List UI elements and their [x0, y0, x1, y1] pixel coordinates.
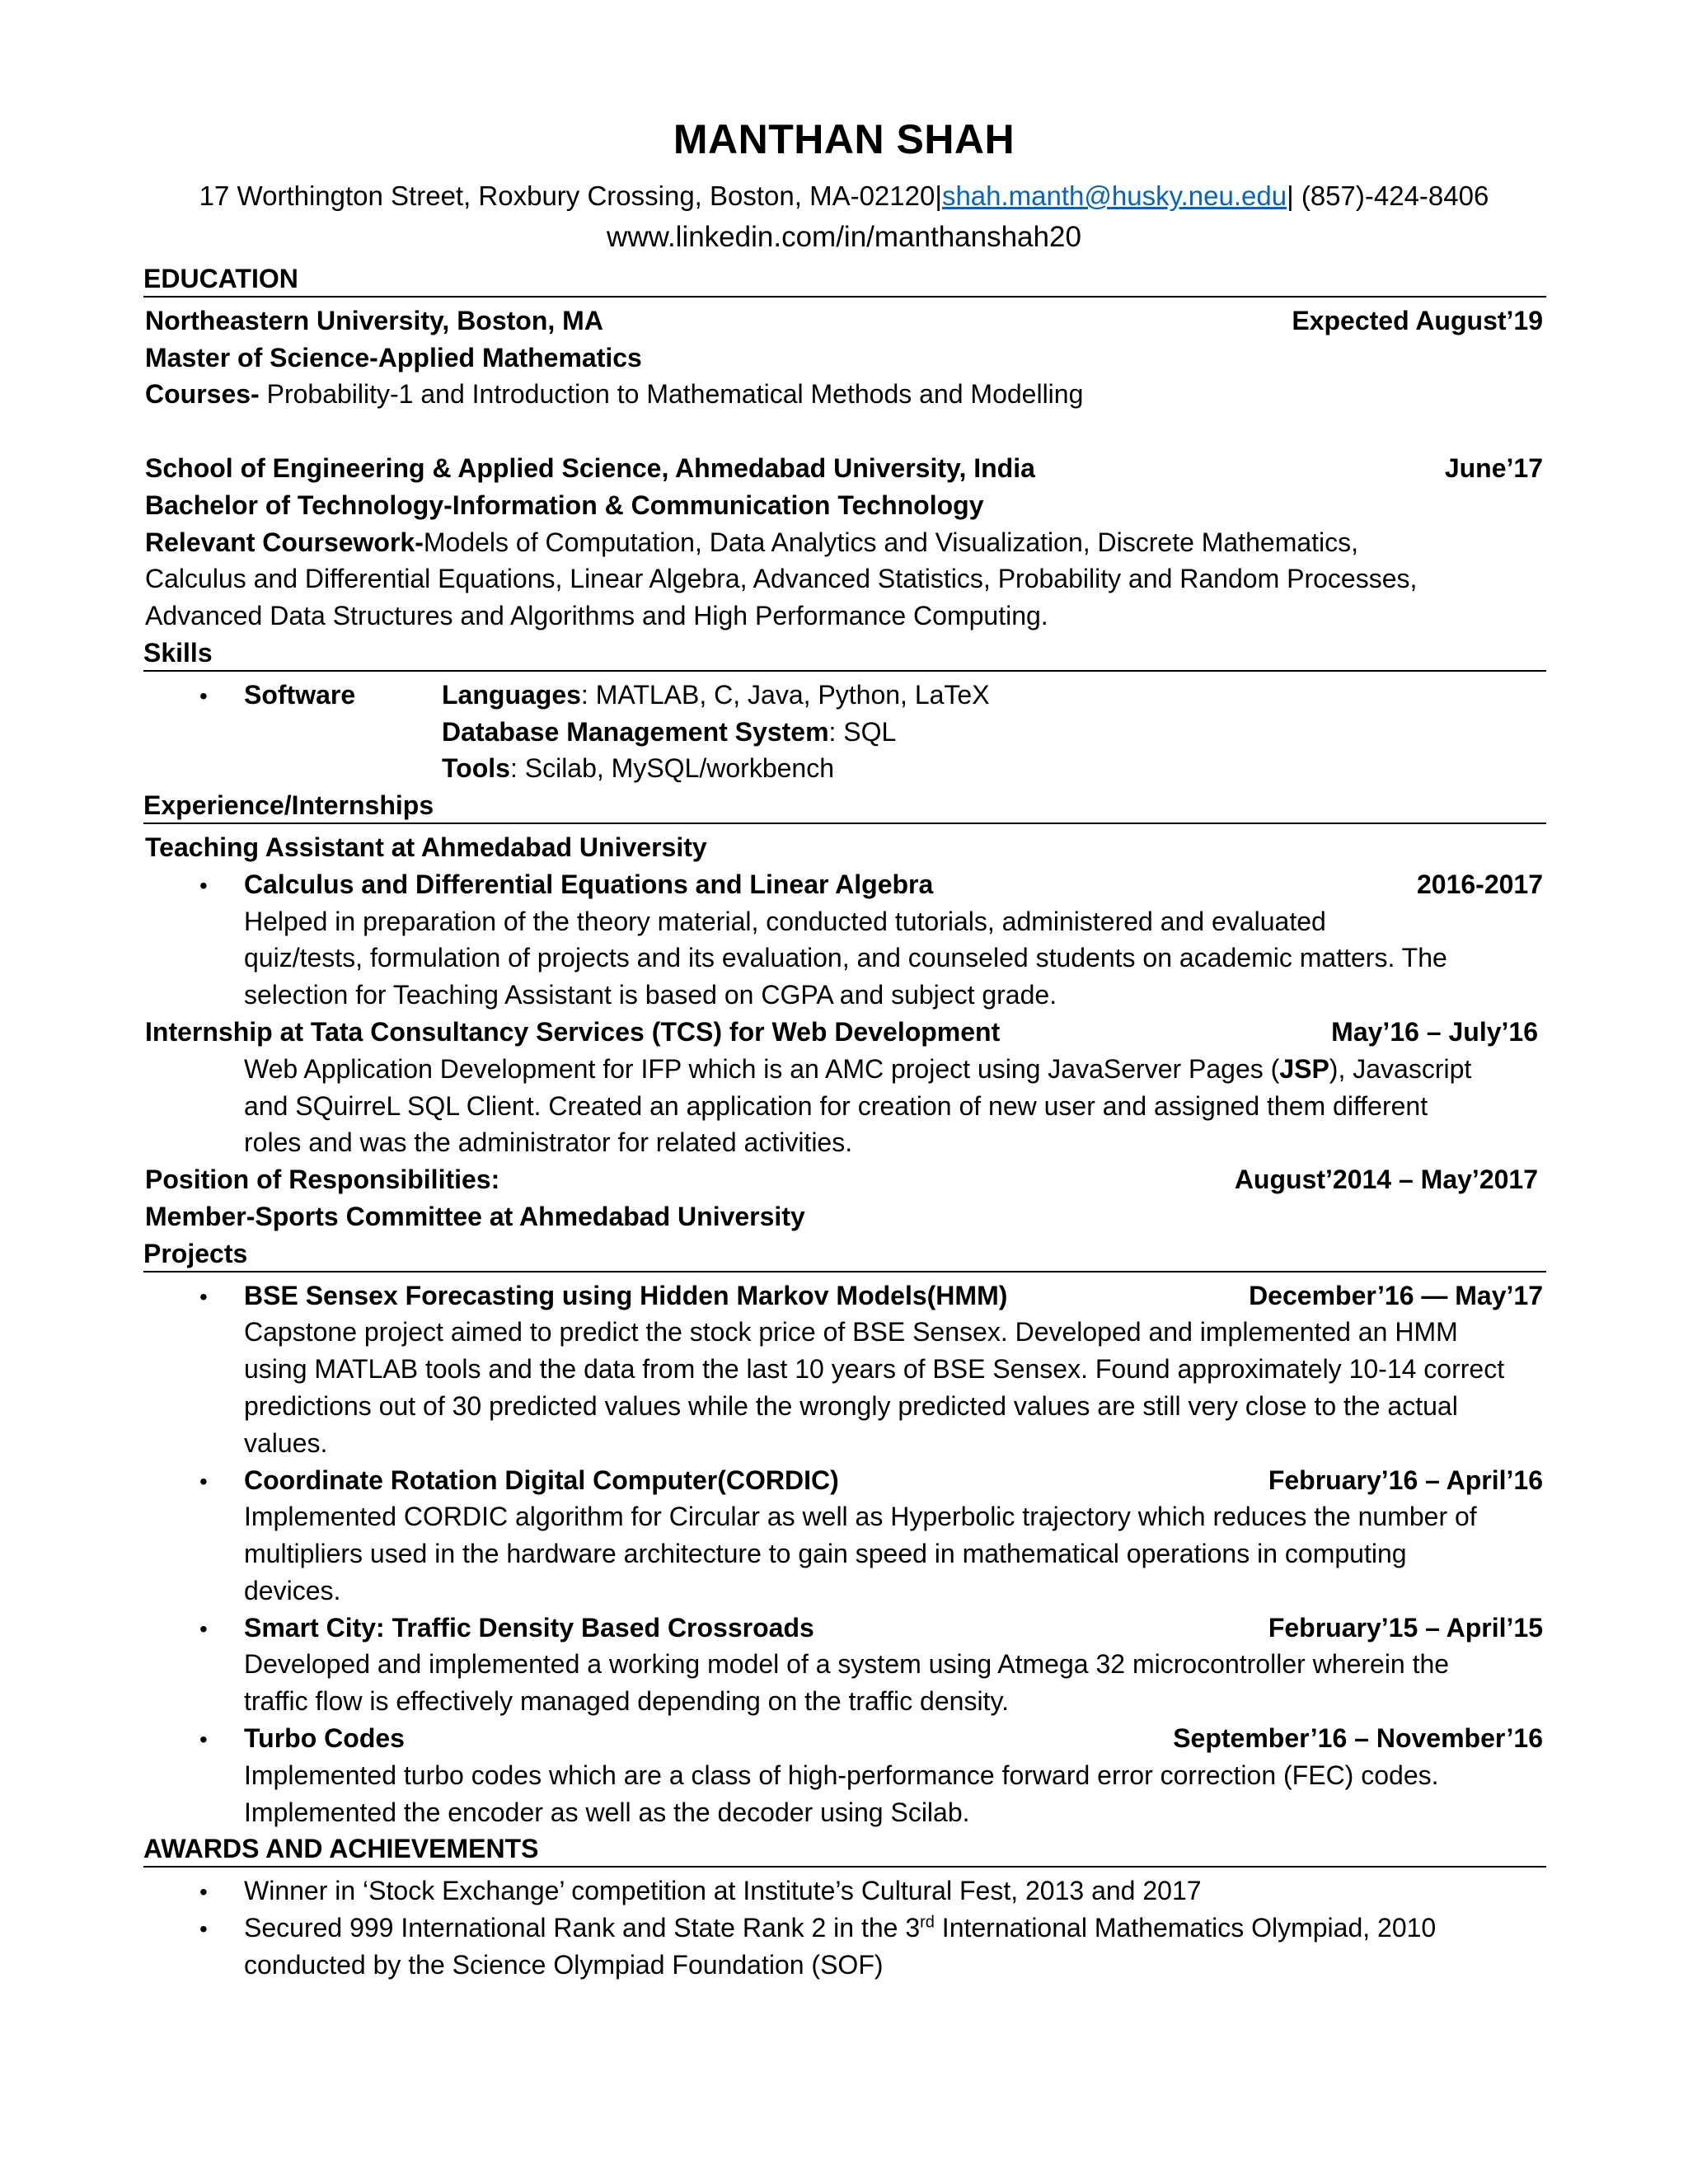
award-text [244, 1910, 1436, 1947]
project-title: Coordinate Rotation Digital Computer(CORDIC) [244, 1465, 839, 1495]
skills-software [145, 677, 1546, 714]
school-name: School of Engineering & Applied Science, Ahmedabad University, India [145, 452, 1035, 483]
coursework-text: Advanced Data Structures and Algorithms and High Performance Computing. [145, 601, 1048, 631]
address: 17 Worthington Street, Roxbury Crossing, Boston, MA-02120 [199, 180, 935, 211]
project-title: Turbo Codes [244, 1723, 405, 1754]
section-heading-education: EDUCATION [143, 260, 1546, 298]
bullet-icon: • [199, 1615, 208, 1642]
project-item [145, 1462, 1546, 1499]
entry-date: June’17 [1444, 452, 1543, 483]
entry-date: Expected August’19 [1292, 305, 1543, 335]
project-item [145, 1610, 1546, 1647]
separator: | [1287, 180, 1294, 211]
award-text: conducted by the Science Olympiad Foundation (SOF) [244, 1949, 884, 1980]
project-description: Implemented the encoder as well as the decoder using Scilab. [244, 1797, 970, 1827]
bullet-icon: • [199, 1283, 208, 1310]
coursework-text: Calculus and Differential Equations, Linear Algebra, Advanced Statistics, Probability and Random Processes, [145, 564, 1418, 594]
award-text-part: International Mathematics Olympiad, 2010 [934, 1913, 1437, 1943]
experience-course: Calculus and Differential Equations and Linear Algebra [244, 869, 934, 899]
skills-category: Software [244, 679, 356, 710]
award-item [145, 1872, 1546, 1910]
phone: (857)-424-8406 [1293, 180, 1489, 211]
bullet-icon: • [199, 682, 208, 709]
education-entry-neu [145, 302, 1546, 340]
separator: | [935, 180, 942, 211]
skills-value: : SQL [828, 716, 897, 747]
project-description: predictions out of 30 predicted values while the wrongly predicted values are still very close to the actual [244, 1390, 1458, 1421]
description-text: Web Application Development for IFP which is an AMC project using JavaServer Pages ( [244, 1053, 1280, 1084]
bullet-icon: • [199, 1727, 208, 1753]
experience-item [145, 866, 1546, 903]
entry-date: 2016-2017 [1416, 869, 1543, 899]
degree: Master of Science-Applied Mathematics [145, 342, 642, 373]
section-heading-skills: Skills [143, 635, 1546, 672]
courses-text: Probability-1 and Introduction to Mathematical Methods and Modelling [259, 379, 1084, 410]
courses [145, 376, 1546, 413]
award-item [145, 1910, 1546, 1947]
experience-description: selection for Teaching Assistant is based on CGPA and subject grade. [244, 980, 1057, 1010]
school-name: Northeastern University, Boston, MA [145, 305, 603, 335]
experience-description: Helped in preparation of the theory material, conducted tutorials, administered and evaluated [244, 906, 1326, 936]
project-description: multipliers used in the hardware architecture to gain speed in mathematical operations in computing [244, 1539, 1407, 1569]
entry-date: May’16 – July’16 [1331, 1016, 1538, 1047]
skills-languages [442, 677, 990, 714]
entry-date: December’16 — May’17 [1249, 1280, 1543, 1310]
project-description: Capstone project aimed to predict the stock price of BSE Sensex. Developed and implemented an HMM [244, 1317, 1458, 1347]
section-heading-experience: Experience/Internships [143, 787, 1546, 824]
section-heading-awards: AWARDS AND ACHIEVEMENTS [143, 1830, 1546, 1868]
contact-line [0, 180, 1688, 213]
award-superscript: rd [920, 1913, 935, 1932]
project-title: BSE Sensex Forecasting using Hidden Markov Models(HMM) [244, 1280, 1008, 1310]
education-entry-au [145, 450, 1546, 487]
skills-label: Languages [442, 679, 581, 710]
section-heading-projects: Projects [143, 1235, 1546, 1272]
project-description: values. [244, 1427, 328, 1458]
project-description: traffic flow is effectively managed depending on the traffic density. [244, 1686, 1009, 1717]
experience-entry-tcs [145, 1014, 1546, 1051]
resume-body [145, 260, 1546, 1984]
project-description: Developed and implemented a working model of a system using Atmega 32 microcontroller wherein the [244, 1649, 1450, 1680]
project-description: using MATLAB tools and the data from the last 10 years of BSE Sensex. Found approximately 10-14 correct [244, 1354, 1505, 1385]
resume-name: MANTHAN SHAH [673, 116, 1015, 162]
responsibility-role: Member-Sports Committee at Ahmedabad University [145, 1201, 805, 1231]
skills-label: Database Management System [442, 716, 829, 747]
description-text: ), Javascript [1329, 1053, 1472, 1084]
award-text: Winner in ‘Stock Exchange’ competition at Institute’s Cultural Fest, 2013 and 2017 [244, 1876, 1202, 1906]
skills-value: : Scilab, MySQL/workbench [509, 753, 834, 784]
experience-description: roles and was the administrator for related activities. [244, 1127, 853, 1158]
email-link[interactable]: shah.manth@husky.neu.edu [941, 180, 1287, 211]
entry-date: February’15 – April’15 [1268, 1612, 1543, 1643]
bullet-icon: • [199, 1468, 208, 1494]
experience-title: Teaching Assistant at Ahmedabad University [145, 832, 707, 862]
linkedin-url: www.linkedin.com/in/manthanshah20 [607, 221, 1081, 253]
bullet-icon: • [199, 872, 208, 898]
courses-label: Courses- [145, 379, 260, 410]
section-heading-responsibilities: Position of Responsibilities: [145, 1165, 500, 1195]
project-item [145, 1720, 1546, 1757]
skills-dbms [145, 714, 1546, 751]
entry-date: August’2014 – May’2017 [1234, 1165, 1538, 1195]
responsibilities-heading-row [145, 1161, 1546, 1198]
coursework-text: Models of Computation, Data Analytics and Visualization, Discrete Mathematics, [423, 527, 1359, 557]
experience-title: Internship at Tata Consultancy Services (TCS) for Web Development [145, 1016, 1001, 1047]
project-description: devices. [244, 1575, 341, 1605]
description-highlight: JSP [1279, 1053, 1329, 1084]
skills-value: : MATLAB, C, Java, Python, LaTeX [580, 679, 990, 710]
experience-description: quiz/tests, formulation of projects and its evaluation, and counseled students on academic matters. The [244, 943, 1447, 973]
coursework [145, 524, 1546, 561]
bullet-icon: • [199, 1916, 208, 1943]
degree: Bachelor of Technology-Information & Communication Technology [145, 490, 984, 520]
entry-date: February’16 – April’16 [1268, 1465, 1543, 1495]
coursework-label: Relevant Coursework- [145, 527, 424, 557]
project-description: Implemented CORDIC algorithm for Circular as well as Hyperbolic trajectory which reduces the number of [244, 1502, 1477, 1532]
experience-description: and SQuirreL SQL Client. Created an application for creation of new user and assigned them different [244, 1090, 1428, 1121]
skills-label: Tools [442, 753, 510, 784]
bullet-icon: • [199, 1879, 208, 1905]
experience-description [145, 1051, 1546, 1088]
project-title: Smart City: Traffic Density Based Crossroads [244, 1612, 814, 1643]
entry-date: September’16 – November’16 [1173, 1723, 1543, 1754]
project-description: Implemented turbo codes which are a class of high-performance forward error correction (FEC) codes. [244, 1760, 1439, 1790]
award-text-part: Secured 999 International Rank and State Rank 2 in the 3 [244, 1913, 921, 1943]
skills-tools [145, 750, 1546, 787]
project-item [145, 1277, 1546, 1315]
